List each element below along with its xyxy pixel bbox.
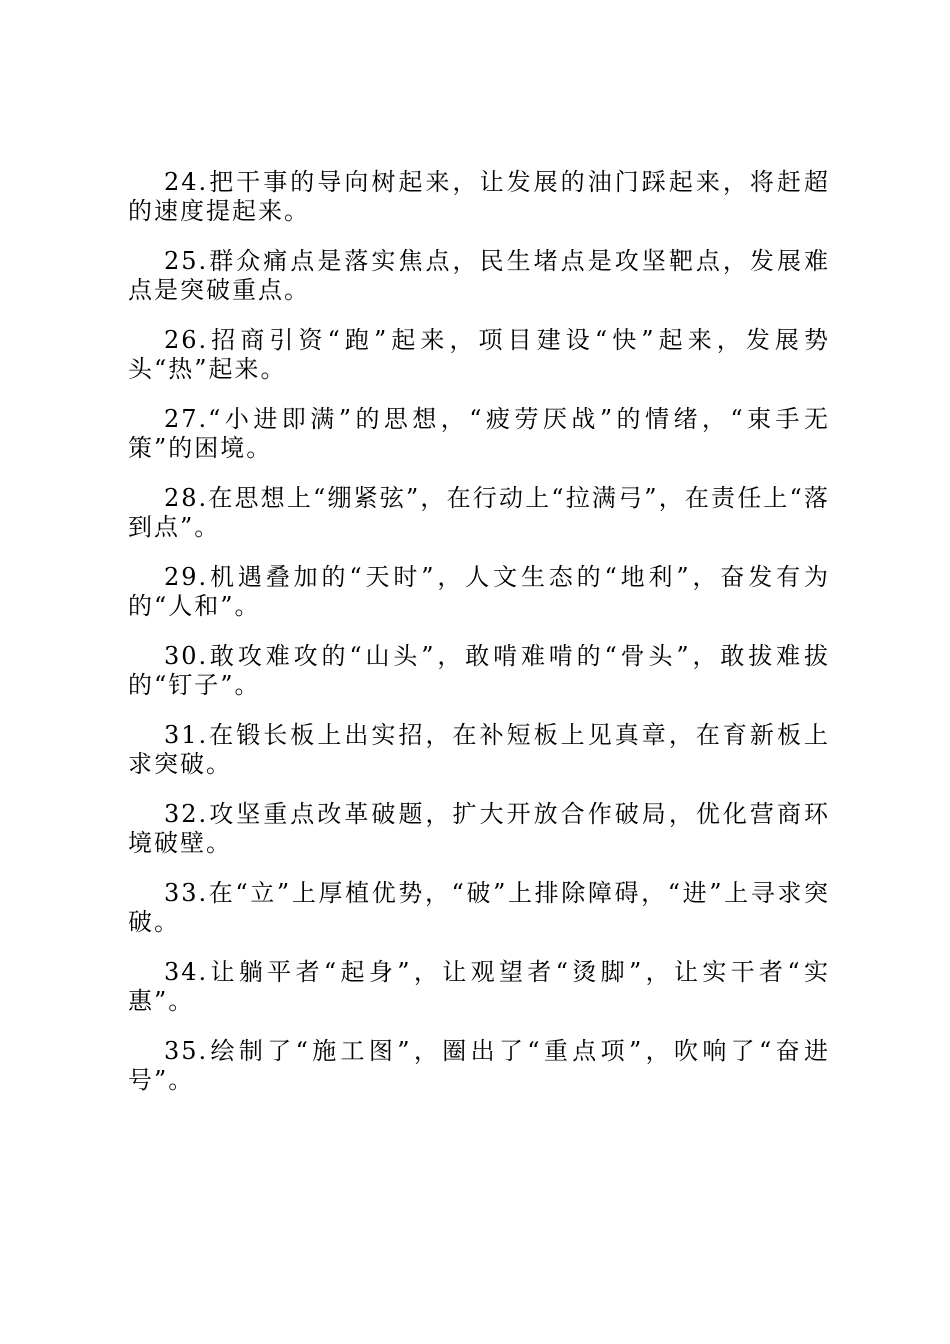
list-item: 30.敢攻难攻的“山头”，敢啃难啃的“骨头”，敢拔难拔的“钉子”。 xyxy=(128,642,830,699)
list-item: 26.招商引资“跑”起来，项目建设“快”起来，发展势头“热”起来。 xyxy=(128,326,830,383)
list-item: 33.在“立”上厚植优势，“破”上排除障碍，“进”上寻求突破。 xyxy=(128,879,830,936)
list-item: 35.绘制了“施工图”，圈出了“重点项”，吹响了“奋进号”。 xyxy=(128,1037,830,1094)
document-body xyxy=(128,168,830,1116)
list-item: 32.攻坚重点改革破题，扩大开放合作破局，优化营商环境破壁。 xyxy=(128,800,830,857)
list-item: 34.让躺平者“起身”，让观望者“烫脚”，让实干者“实惠”。 xyxy=(128,958,830,1015)
list-item: 29.机遇叠加的“天时”，人文生态的“地利”，奋发有为的“人和”。 xyxy=(128,563,830,620)
list-item: 27.“小进即满”的思想，“疲劳厌战”的情绪，“束手无策”的困境。 xyxy=(128,405,830,462)
list-item: 28.在思想上“绷紧弦”，在行动上“拉满弓”，在责任上“落到点”。 xyxy=(128,484,830,541)
list-item: 25.群众痛点是落实焦点，民生堵点是攻坚靶点，发展难点是突破重点。 xyxy=(128,247,830,304)
list-item: 24.把干事的导向树起来，让发展的油门踩起来，将赶超的速度提起来。 xyxy=(128,168,830,225)
list-item: 31.在锻长板上出实招，在补短板上见真章，在育新板上求突破。 xyxy=(128,721,830,778)
